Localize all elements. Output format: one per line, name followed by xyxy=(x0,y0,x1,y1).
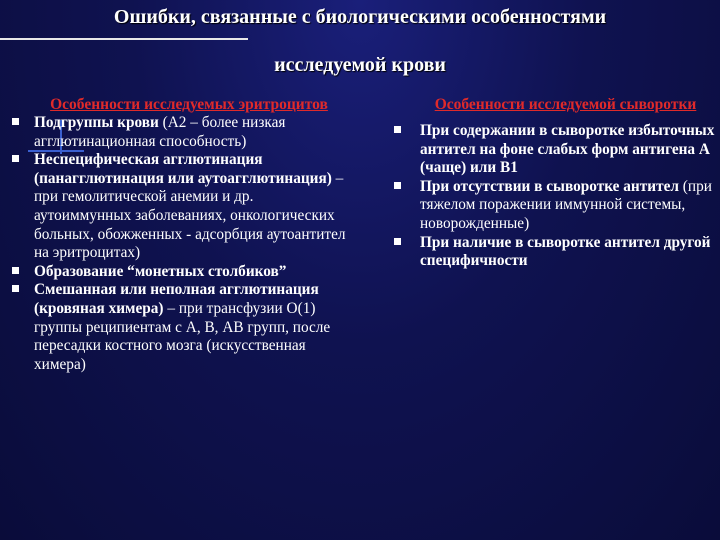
slide-title-line-1: Ошибки, связанные с биологическими особенностями xyxy=(113,6,607,28)
square-bullet-icon xyxy=(394,182,401,189)
list-item xyxy=(12,114,350,151)
list-item xyxy=(390,122,715,178)
list-item xyxy=(12,263,350,282)
item-bold-text: При содержании в сыворотке избыточных антител на фоне слабых форм антигена А (чаще) или В1 xyxy=(420,122,715,177)
square-bullet-icon xyxy=(12,155,19,162)
item-bold-text: Образование “монетных столбиков” xyxy=(34,262,287,280)
item-bold-text: Смешанная или неполная агглютинация (кровяная химера) xyxy=(34,281,319,317)
item-bold-text: Подгруппы крови xyxy=(34,114,159,131)
top-divider-line xyxy=(0,38,248,40)
slide-title-line-2: исследуемой крови xyxy=(274,54,446,76)
list-item xyxy=(12,281,350,374)
item-bold-text: При наличие в сыворотке антител другой специфичности xyxy=(420,233,711,270)
item-text: – при гемолитической анемии и др. аутоиммунных заболеваниях, онкологических больных, обожженных - адсорбция аутоантител на эритроцитах) xyxy=(34,169,346,262)
right-column-header: Особенности исследуемой сыворотки xyxy=(434,96,697,113)
square-bullet-icon xyxy=(394,126,401,133)
list-item xyxy=(390,234,715,271)
item-text: – при трансфузии О(1) группы реципиентам с А, В, АВ групп, после пересадки костного мозга (искусственная химера) xyxy=(34,299,331,373)
list-item xyxy=(390,178,715,234)
item-bold-text: Неспецифическая агглютинация (панагглютинация или аутоагглютинация) xyxy=(34,151,332,187)
left-column-header: Особенности исследуемых эритроцитов xyxy=(50,96,328,113)
square-bullet-icon xyxy=(394,238,401,245)
left-column xyxy=(12,96,350,374)
item-text: (А2 – более низкая агглютинационная способность) xyxy=(34,114,286,150)
square-bullet-icon xyxy=(12,118,19,125)
list-item xyxy=(12,151,350,263)
left-list xyxy=(12,114,350,374)
right-list xyxy=(390,122,715,271)
right-column xyxy=(390,96,715,271)
item-bold-text: При отсутствии в сыворотке антител xyxy=(420,177,679,195)
item-text: (при тяжелом поражении иммунной системы, новорожденные) xyxy=(420,177,712,232)
square-bullet-icon xyxy=(12,285,19,292)
square-bullet-icon xyxy=(12,267,19,274)
